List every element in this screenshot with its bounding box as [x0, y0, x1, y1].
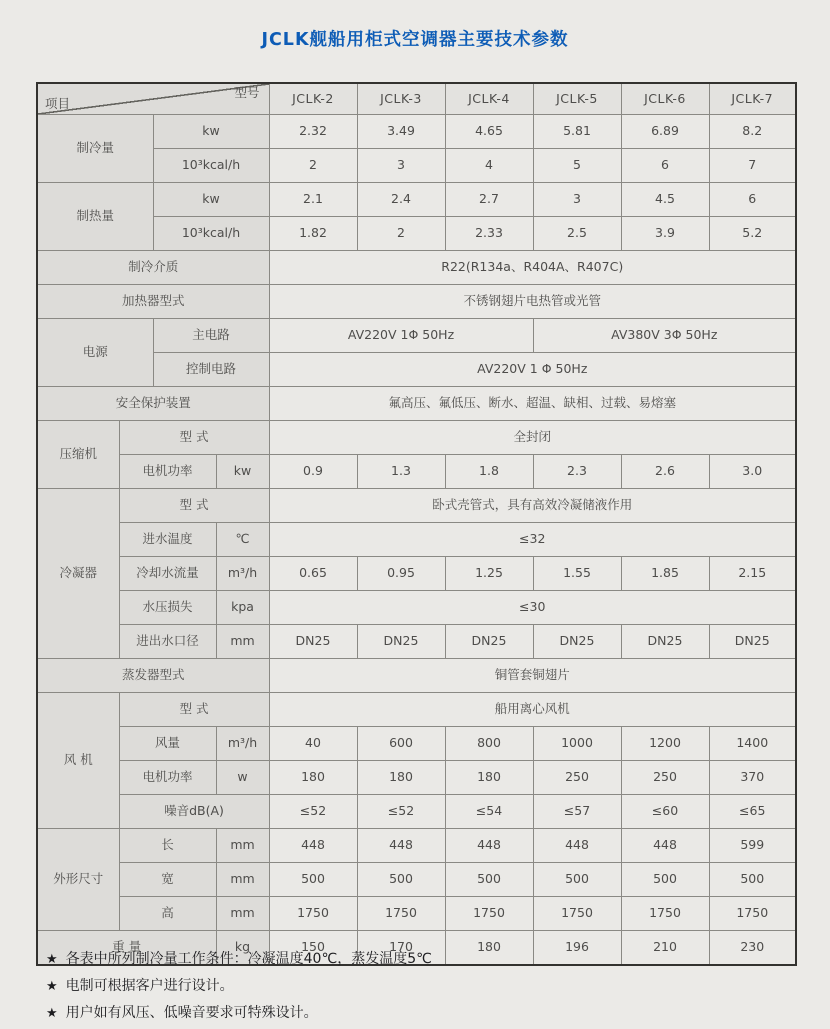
table-row	[37, 319, 796, 353]
value-cell: 370	[709, 761, 796, 795]
group-label-cell: 制冷量	[37, 115, 153, 183]
value-cell: 448	[621, 829, 709, 863]
corner-cell	[37, 83, 269, 115]
unit-cell: kw	[216, 455, 269, 489]
merged-value-cell: 全封闭	[269, 421, 796, 455]
footnote-text: 用户如有风压、低噪音要求可特殊设计。	[65, 1005, 318, 1021]
footnotes	[46, 948, 786, 1029]
merged-value-cell: 不锈钢翅片电热管或光管	[269, 285, 796, 319]
value-cell: 3	[357, 149, 445, 183]
group-label-cell: 压缩机	[37, 421, 119, 489]
footnote-line	[46, 975, 786, 995]
value-cell: 5.2	[709, 217, 796, 251]
value-cell: DN25	[445, 625, 533, 659]
value-cell: 5.81	[533, 115, 621, 149]
value-cell: ≤52	[269, 795, 357, 829]
value-cell: 500	[269, 863, 357, 897]
group-label-cell: 电源	[37, 319, 153, 387]
unit-cell: mm	[216, 625, 269, 659]
value-cell: 1750	[445, 897, 533, 931]
unit-cell: ℃	[216, 523, 269, 557]
value-cell: 1.25	[445, 557, 533, 591]
row-label-cell: 风量	[119, 727, 216, 761]
value-cell: 500	[621, 863, 709, 897]
value-cell: ≤65	[709, 795, 796, 829]
row-label-cell: 安全保护装置	[37, 387, 269, 421]
star-icon: ★	[46, 952, 58, 967]
table-row	[37, 897, 796, 931]
value-cell: 0.95	[357, 557, 445, 591]
value-cell: 500	[533, 863, 621, 897]
value-cell: 250	[533, 761, 621, 795]
model-header-cell: JCLK-2	[269, 83, 357, 115]
table-row	[37, 115, 796, 149]
spec-table	[36, 82, 797, 966]
row-label-cell: 蒸发器型式	[37, 659, 269, 693]
table-row	[37, 625, 796, 659]
merged-value-cell: AV220V 1 Φ 50Hz	[269, 353, 796, 387]
value-cell: 1200	[621, 727, 709, 761]
table-row	[37, 285, 796, 319]
value-cell: 0.9	[269, 455, 357, 489]
value-cell: 448	[533, 829, 621, 863]
value-cell: 180	[357, 761, 445, 795]
value-cell: 500	[357, 863, 445, 897]
value-cell: 4.65	[445, 115, 533, 149]
row-label-cell: 噪音dB(A)	[119, 795, 269, 829]
merged-value-cell: AV380V 3Φ 50Hz	[533, 319, 796, 353]
row-label-cell: 高	[119, 897, 216, 931]
unit-cell: kg	[216, 931, 269, 966]
table-row	[37, 251, 796, 285]
value-cell: 180	[445, 761, 533, 795]
value-cell: ≤57	[533, 795, 621, 829]
value-cell: 1750	[621, 897, 709, 931]
table-row	[37, 829, 796, 863]
value-cell: 448	[357, 829, 445, 863]
value-cell: 250	[621, 761, 709, 795]
row-label-cell: 宽	[119, 863, 216, 897]
table-row	[37, 727, 796, 761]
value-cell: 448	[269, 829, 357, 863]
star-icon: ★	[46, 979, 58, 994]
page-title: JCLK舰船用柜式空调器主要技术参数	[261, 30, 569, 50]
value-cell: 3	[533, 183, 621, 217]
table-row	[37, 693, 796, 727]
value-cell: 3.0	[709, 455, 796, 489]
value-cell: 1.3	[357, 455, 445, 489]
value-cell: 599	[709, 829, 796, 863]
row-label-cell: 10³kcal/h	[153, 217, 269, 251]
value-cell: 180	[269, 761, 357, 795]
row-label-cell: 进出水口径	[119, 625, 216, 659]
table-row	[37, 421, 796, 455]
table-row	[37, 557, 796, 591]
row-label-cell: 加热器型式	[37, 285, 269, 319]
value-cell: 1.85	[621, 557, 709, 591]
value-cell: 6	[621, 149, 709, 183]
value-cell: 2.6	[621, 455, 709, 489]
value-cell: 6.89	[621, 115, 709, 149]
row-label-cell: 电机功率	[119, 455, 216, 489]
row-label-cell: 控制电路	[153, 353, 269, 387]
value-cell: 3.49	[357, 115, 445, 149]
value-cell: 1750	[269, 897, 357, 931]
model-header-cell: JCLK-4	[445, 83, 533, 115]
model-header-cell: JCLK-3	[357, 83, 445, 115]
value-cell: 500	[445, 863, 533, 897]
row-label-cell: 主电路	[153, 319, 269, 353]
value-cell: ≤54	[445, 795, 533, 829]
value-cell: 2.7	[445, 183, 533, 217]
row-label-cell: 重 量	[37, 931, 216, 966]
table-row	[37, 523, 796, 557]
table-row	[37, 387, 796, 421]
value-cell: 500	[709, 863, 796, 897]
value-cell: 2.4	[357, 183, 445, 217]
value-cell: 180	[445, 931, 533, 966]
value-cell: 1400	[709, 727, 796, 761]
value-cell: ≤52	[357, 795, 445, 829]
row-label-cell: 型 式	[119, 489, 269, 523]
footnote-text: 各表中所列制冷量工作条件：冷凝温度40℃，蒸发温度5℃	[65, 951, 432, 967]
unit-cell: w	[216, 761, 269, 795]
value-cell: 1750	[357, 897, 445, 931]
table-row	[37, 795, 796, 829]
row-label-cell: 水压损失	[119, 591, 216, 625]
value-cell: 5	[533, 149, 621, 183]
value-cell: 2.32	[269, 115, 357, 149]
row-label-cell: 10³kcal/h	[153, 149, 269, 183]
table-row	[37, 591, 796, 625]
model-header-cell: JCLK-5	[533, 83, 621, 115]
value-cell: DN25	[357, 625, 445, 659]
merged-value-cell: 卧式壳管式，具有高效冷凝储液作用	[269, 489, 796, 523]
value-cell: 1.55	[533, 557, 621, 591]
value-cell: 170	[357, 931, 445, 966]
table-row	[37, 761, 796, 795]
value-cell: 800	[445, 727, 533, 761]
value-cell: 4.5	[621, 183, 709, 217]
unit-cell: m³/h	[216, 727, 269, 761]
value-cell: DN25	[269, 625, 357, 659]
value-cell: 2.15	[709, 557, 796, 591]
merged-value-cell: R22(R134a、R404A、R407C)	[269, 251, 796, 285]
value-cell: 2.5	[533, 217, 621, 251]
value-cell: 1000	[533, 727, 621, 761]
value-cell: 600	[357, 727, 445, 761]
row-label-cell: kw	[153, 183, 269, 217]
value-cell: 0.65	[269, 557, 357, 591]
row-label-cell: 制冷介质	[37, 251, 269, 285]
model-header-cell: JCLK-7	[709, 83, 796, 115]
value-cell: 8.2	[709, 115, 796, 149]
unit-cell: mm	[216, 897, 269, 931]
value-cell: 1.8	[445, 455, 533, 489]
table-row	[37, 83, 796, 115]
row-label-cell: 型 式	[119, 421, 269, 455]
unit-cell: m³/h	[216, 557, 269, 591]
row-label-cell: 冷却水流量	[119, 557, 216, 591]
group-label-cell: 外形尺寸	[37, 829, 119, 931]
merged-value-cell: 氟高压、氟低压、断水、超温、缺相、过载、易熔塞	[269, 387, 796, 421]
merged-value-cell: ≤32	[269, 523, 796, 557]
value-cell: 2.3	[533, 455, 621, 489]
value-cell: 196	[533, 931, 621, 966]
unit-cell: mm	[216, 863, 269, 897]
value-cell: 40	[269, 727, 357, 761]
footnote-text: 电制可根据客户进行设计。	[65, 978, 234, 994]
value-cell: 1750	[709, 897, 796, 931]
value-cell: 6	[709, 183, 796, 217]
value-cell: 230	[709, 931, 796, 966]
table-row	[37, 863, 796, 897]
value-cell: DN25	[533, 625, 621, 659]
star-icon: ★	[46, 1006, 58, 1021]
group-label-cell: 制热量	[37, 183, 153, 251]
group-label-cell: 冷凝器	[37, 489, 119, 659]
row-label-cell: 型 式	[119, 693, 269, 727]
value-cell: 1750	[533, 897, 621, 931]
unit-cell: kpa	[216, 591, 269, 625]
footnote-line	[46, 948, 786, 968]
value-cell: 150	[269, 931, 357, 966]
value-cell: 2	[357, 217, 445, 251]
value-cell: ≤60	[621, 795, 709, 829]
value-cell: 210	[621, 931, 709, 966]
merged-value-cell: AV220V 1Φ 50Hz	[269, 319, 533, 353]
value-cell: 4	[445, 149, 533, 183]
value-cell: DN25	[709, 625, 796, 659]
value-cell: DN25	[621, 625, 709, 659]
unit-cell: mm	[216, 829, 269, 863]
row-label-cell: 进水温度	[119, 523, 216, 557]
table-row	[37, 183, 796, 217]
merged-value-cell: ≤30	[269, 591, 796, 625]
row-label-cell: kw	[153, 115, 269, 149]
model-header-cell: JCLK-6	[621, 83, 709, 115]
footnote-line	[46, 1002, 786, 1022]
table-row	[37, 455, 796, 489]
value-cell: 3.9	[621, 217, 709, 251]
corner-item-label: 项目	[45, 95, 71, 111]
table-row	[37, 489, 796, 523]
table-row	[37, 659, 796, 693]
value-cell: 2	[269, 149, 357, 183]
value-cell: 1.82	[269, 217, 357, 251]
value-cell: 2.33	[445, 217, 533, 251]
merged-value-cell: 铜管套铜翅片	[269, 659, 796, 693]
merged-value-cell: 船用离心风机	[269, 693, 796, 727]
row-label-cell: 长	[119, 829, 216, 863]
value-cell: 448	[445, 829, 533, 863]
value-cell: 7	[709, 149, 796, 183]
group-label-cell: 风 机	[37, 693, 119, 829]
row-label-cell: 电机功率	[119, 761, 216, 795]
value-cell: 2.1	[269, 183, 357, 217]
corner-model-label: 型号	[234, 85, 260, 100]
